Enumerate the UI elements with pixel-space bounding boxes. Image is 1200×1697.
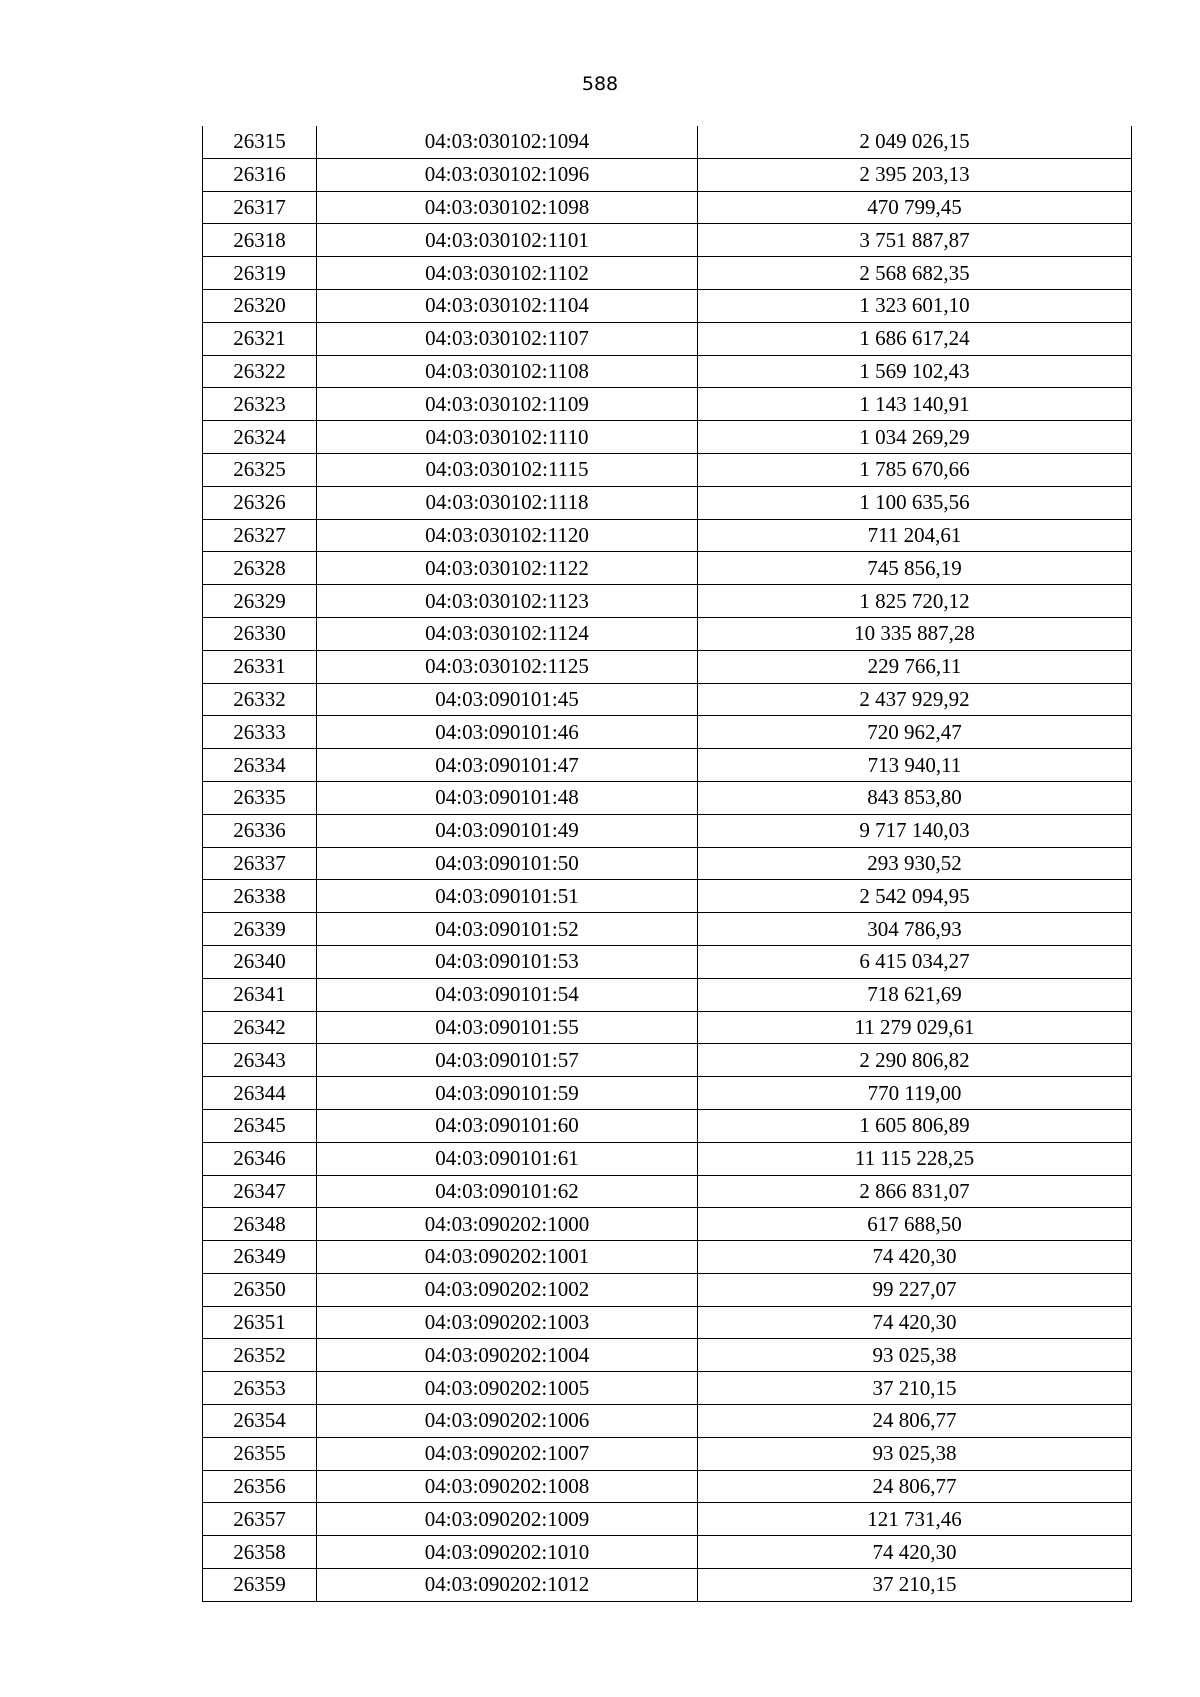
cadastral-value-cell: 24 806,77 — [698, 1405, 1132, 1438]
row-number-cell: 26326 — [203, 486, 317, 519]
row-number-cell: 26354 — [203, 1405, 317, 1438]
row-number-cell: 26335 — [203, 781, 317, 814]
cadastral-number-cell: 04:03:090101:50 — [317, 847, 698, 880]
cadastral-number-cell: 04:03:030102:1104 — [317, 289, 698, 322]
cadastral-value-cell: 720 962,47 — [698, 716, 1132, 749]
cadastral-value-cell: 24 806,77 — [698, 1470, 1132, 1503]
row-number-cell: 26334 — [203, 749, 317, 782]
cadastral-value-cell: 3 751 887,87 — [698, 224, 1132, 257]
table-row — [203, 257, 1132, 290]
cadastral-number-cell: 04:03:090101:59 — [317, 1077, 698, 1110]
cadastral-number-cell: 04:03:030102:1123 — [317, 585, 698, 618]
row-number-cell: 26350 — [203, 1273, 317, 1306]
cadastral-value-table — [202, 126, 1132, 1602]
table-row — [203, 913, 1132, 946]
row-number-cell: 26324 — [203, 421, 317, 454]
cadastral-number-cell: 04:03:090202:1000 — [317, 1208, 698, 1241]
cadastral-number-cell: 04:03:090101:52 — [317, 913, 698, 946]
cadastral-value-cell: 843 853,80 — [698, 781, 1132, 814]
cadastral-value-cell: 11 279 029,61 — [698, 1011, 1132, 1044]
cadastral-value-cell: 713 940,11 — [698, 749, 1132, 782]
table-row — [203, 224, 1132, 257]
cadastral-number-cell: 04:03:090202:1005 — [317, 1372, 698, 1405]
row-number-cell: 26359 — [203, 1569, 317, 1602]
cadastral-value-cell: 74 420,30 — [698, 1536, 1132, 1569]
row-number-cell: 26347 — [203, 1175, 317, 1208]
cadastral-number-cell: 04:03:030102:1124 — [317, 617, 698, 650]
row-number-cell: 26315 — [203, 126, 317, 158]
cadastral-value-cell: 1 785 670,66 — [698, 453, 1132, 486]
row-number-cell: 26323 — [203, 388, 317, 421]
cadastral-value-cell: 745 856,19 — [698, 552, 1132, 585]
cadastral-number-cell: 04:03:090101:57 — [317, 1044, 698, 1077]
cadastral-value-cell: 1 569 102,43 — [698, 355, 1132, 388]
cadastral-number-cell: 04:03:030102:1101 — [317, 224, 698, 257]
row-number-cell: 26318 — [203, 224, 317, 257]
cadastral-value-cell: 99 227,07 — [698, 1273, 1132, 1306]
table-row — [203, 1142, 1132, 1175]
cadastral-number-cell: 04:03:030102:1107 — [317, 322, 698, 355]
table-row — [203, 814, 1132, 847]
cadastral-number-cell: 04:03:090101:62 — [317, 1175, 698, 1208]
row-number-cell: 26341 — [203, 978, 317, 1011]
cadastral-value-cell: 770 119,00 — [698, 1077, 1132, 1110]
row-number-cell: 26355 — [203, 1437, 317, 1470]
cadastral-value-cell: 1 034 269,29 — [698, 421, 1132, 454]
table-row — [203, 749, 1132, 782]
table-row — [203, 552, 1132, 585]
cadastral-value-cell: 718 621,69 — [698, 978, 1132, 1011]
cadastral-number-cell: 04:03:090202:1003 — [317, 1306, 698, 1339]
row-number-cell: 26353 — [203, 1372, 317, 1405]
table-row — [203, 1372, 1132, 1405]
cadastral-number-cell: 04:03:090202:1008 — [317, 1470, 698, 1503]
cadastral-value-cell: 37 210,15 — [698, 1372, 1132, 1405]
row-number-cell: 26329 — [203, 585, 317, 618]
cadastral-number-cell: 04:03:030102:1115 — [317, 453, 698, 486]
table-body — [203, 126, 1132, 1601]
row-number-cell: 26319 — [203, 257, 317, 290]
row-number-cell: 26337 — [203, 847, 317, 880]
cadastral-number-cell: 04:03:030102:1109 — [317, 388, 698, 421]
row-number-cell: 26338 — [203, 880, 317, 913]
row-number-cell: 26325 — [203, 453, 317, 486]
cadastral-value-cell: 9 717 140,03 — [698, 814, 1132, 847]
cadastral-value-cell: 6 415 034,27 — [698, 945, 1132, 978]
cadastral-number-cell: 04:03:090202:1004 — [317, 1339, 698, 1372]
table-row — [203, 1405, 1132, 1438]
table-row — [203, 421, 1132, 454]
table-row — [203, 1339, 1132, 1372]
table-row — [203, 1503, 1132, 1536]
page-number: 588 — [581, 73, 619, 95]
cadastral-value-cell: 1 605 806,89 — [698, 1109, 1132, 1142]
row-number-cell: 26316 — [203, 158, 317, 191]
table-row — [203, 453, 1132, 486]
cadastral-value-cell: 1 825 720,12 — [698, 585, 1132, 618]
cadastral-value-cell: 293 930,52 — [698, 847, 1132, 880]
row-number-cell: 26349 — [203, 1241, 317, 1274]
cadastral-number-cell: 04:03:090101:60 — [317, 1109, 698, 1142]
row-number-cell: 26336 — [203, 814, 317, 847]
table-row — [203, 519, 1132, 552]
row-number-cell: 26351 — [203, 1306, 317, 1339]
table-row — [203, 617, 1132, 650]
row-number-cell: 26317 — [203, 191, 317, 224]
cadastral-value-cell: 10 335 887,28 — [698, 617, 1132, 650]
table-row — [203, 1569, 1132, 1602]
cadastral-value-cell: 74 420,30 — [698, 1241, 1132, 1274]
table-row — [203, 1175, 1132, 1208]
row-number-cell: 26346 — [203, 1142, 317, 1175]
cadastral-value-cell: 229 766,11 — [698, 650, 1132, 683]
row-number-cell: 26330 — [203, 617, 317, 650]
cadastral-number-cell: 04:03:030102:1096 — [317, 158, 698, 191]
cadastral-number-cell: 04:03:090101:61 — [317, 1142, 698, 1175]
table-row — [203, 486, 1132, 519]
cadastral-number-cell: 04:03:090101:55 — [317, 1011, 698, 1044]
table-row — [203, 880, 1132, 913]
cadastral-number-cell: 04:03:090202:1006 — [317, 1405, 698, 1438]
table-row — [203, 289, 1132, 322]
table-row — [203, 1437, 1132, 1470]
row-number-cell: 26356 — [203, 1470, 317, 1503]
cadastral-value-cell: 304 786,93 — [698, 913, 1132, 946]
table-row — [203, 1306, 1132, 1339]
cadastral-number-cell: 04:03:090202:1012 — [317, 1569, 698, 1602]
table-row — [203, 1044, 1132, 1077]
row-number-cell: 26339 — [203, 913, 317, 946]
cadastral-number-cell: 04:03:090101:48 — [317, 781, 698, 814]
table-row — [203, 388, 1132, 421]
row-number-cell: 26348 — [203, 1208, 317, 1241]
cadastral-value-cell: 1 143 140,91 — [698, 388, 1132, 421]
table-row — [203, 585, 1132, 618]
cadastral-value-cell: 11 115 228,25 — [698, 1142, 1132, 1175]
cadastral-value-cell: 121 731,46 — [698, 1503, 1132, 1536]
row-number-cell: 26343 — [203, 1044, 317, 1077]
cadastral-value-cell: 470 799,45 — [698, 191, 1132, 224]
table-row — [203, 847, 1132, 880]
row-number-cell: 26333 — [203, 716, 317, 749]
cadastral-value-cell: 93 025,38 — [698, 1339, 1132, 1372]
cadastral-value-cell: 37 210,15 — [698, 1569, 1132, 1602]
table-row — [203, 1109, 1132, 1142]
cadastral-number-cell: 04:03:030102:1102 — [317, 257, 698, 290]
row-number-cell: 26358 — [203, 1536, 317, 1569]
cadastral-value-cell: 74 420,30 — [698, 1306, 1132, 1339]
row-number-cell: 26342 — [203, 1011, 317, 1044]
cadastral-number-cell: 04:03:090202:1010 — [317, 1536, 698, 1569]
table-row — [203, 126, 1132, 158]
cadastral-number-cell: 04:03:030102:1118 — [317, 486, 698, 519]
table-row — [203, 716, 1132, 749]
cadastral-number-cell: 04:03:090202:1002 — [317, 1273, 698, 1306]
table-row — [203, 1208, 1132, 1241]
table-row — [203, 1536, 1132, 1569]
row-number-cell: 26344 — [203, 1077, 317, 1110]
cadastral-value-cell: 1 100 635,56 — [698, 486, 1132, 519]
cadastral-value-cell: 2 437 929,92 — [698, 683, 1132, 716]
row-number-cell: 26322 — [203, 355, 317, 388]
cadastral-value-cell: 2 866 831,07 — [698, 1175, 1132, 1208]
cadastral-number-cell: 04:03:030102:1110 — [317, 421, 698, 454]
cadastral-value-cell: 1 686 617,24 — [698, 322, 1132, 355]
row-number-cell: 26357 — [203, 1503, 317, 1536]
row-number-cell: 26320 — [203, 289, 317, 322]
table-row — [203, 1011, 1132, 1044]
table-row — [203, 978, 1132, 1011]
cadastral-number-cell: 04:03:030102:1098 — [317, 191, 698, 224]
cadastral-number-cell: 04:03:030102:1108 — [317, 355, 698, 388]
table-row — [203, 158, 1132, 191]
table-row — [203, 355, 1132, 388]
cadastral-value-cell: 2 049 026,15 — [698, 126, 1132, 158]
row-number-cell: 26321 — [203, 322, 317, 355]
table-row — [203, 650, 1132, 683]
cadastral-value-cell: 617 688,50 — [698, 1208, 1132, 1241]
row-number-cell: 26327 — [203, 519, 317, 552]
row-number-cell: 26352 — [203, 1339, 317, 1372]
row-number-cell: 26331 — [203, 650, 317, 683]
cadastral-number-cell: 04:03:030102:1094 — [317, 126, 698, 158]
table-row — [203, 191, 1132, 224]
cadastral-number-cell: 04:03:090101:53 — [317, 945, 698, 978]
cadastral-value-cell: 2 395 203,13 — [698, 158, 1132, 191]
table-row — [203, 1077, 1132, 1110]
cadastral-value-cell: 93 025,38 — [698, 1437, 1132, 1470]
cadastral-value-cell: 1 323 601,10 — [698, 289, 1132, 322]
cadastral-number-cell: 04:03:090202:1009 — [317, 1503, 698, 1536]
table-row — [203, 1273, 1132, 1306]
table-row — [203, 781, 1132, 814]
table-row — [203, 683, 1132, 716]
cadastral-number-cell: 04:03:090202:1001 — [317, 1241, 698, 1274]
row-number-cell: 26332 — [203, 683, 317, 716]
row-number-cell: 26345 — [203, 1109, 317, 1142]
cadastral-number-cell: 04:03:030102:1125 — [317, 650, 698, 683]
cadastral-number-cell: 04:03:090101:49 — [317, 814, 698, 847]
cadastral-number-cell: 04:03:090202:1007 — [317, 1437, 698, 1470]
table-row — [203, 945, 1132, 978]
cadastral-value-cell: 2 290 806,82 — [698, 1044, 1132, 1077]
cadastral-number-cell: 04:03:030102:1120 — [317, 519, 698, 552]
table-row — [203, 1470, 1132, 1503]
cadastral-number-cell: 04:03:090101:54 — [317, 978, 698, 1011]
cadastral-number-cell: 04:03:090101:46 — [317, 716, 698, 749]
cadastral-number-cell: 04:03:090101:47 — [317, 749, 698, 782]
cadastral-value-cell: 711 204,61 — [698, 519, 1132, 552]
cadastral-number-cell: 04:03:090101:45 — [317, 683, 698, 716]
cadastral-number-cell: 04:03:030102:1122 — [317, 552, 698, 585]
table-row — [203, 322, 1132, 355]
cadastral-number-cell: 04:03:090101:51 — [317, 880, 698, 913]
table-row — [203, 1241, 1132, 1274]
cadastral-value-cell: 2 542 094,95 — [698, 880, 1132, 913]
row-number-cell: 26340 — [203, 945, 317, 978]
row-number-cell: 26328 — [203, 552, 317, 585]
cadastral-value-cell: 2 568 682,35 — [698, 257, 1132, 290]
